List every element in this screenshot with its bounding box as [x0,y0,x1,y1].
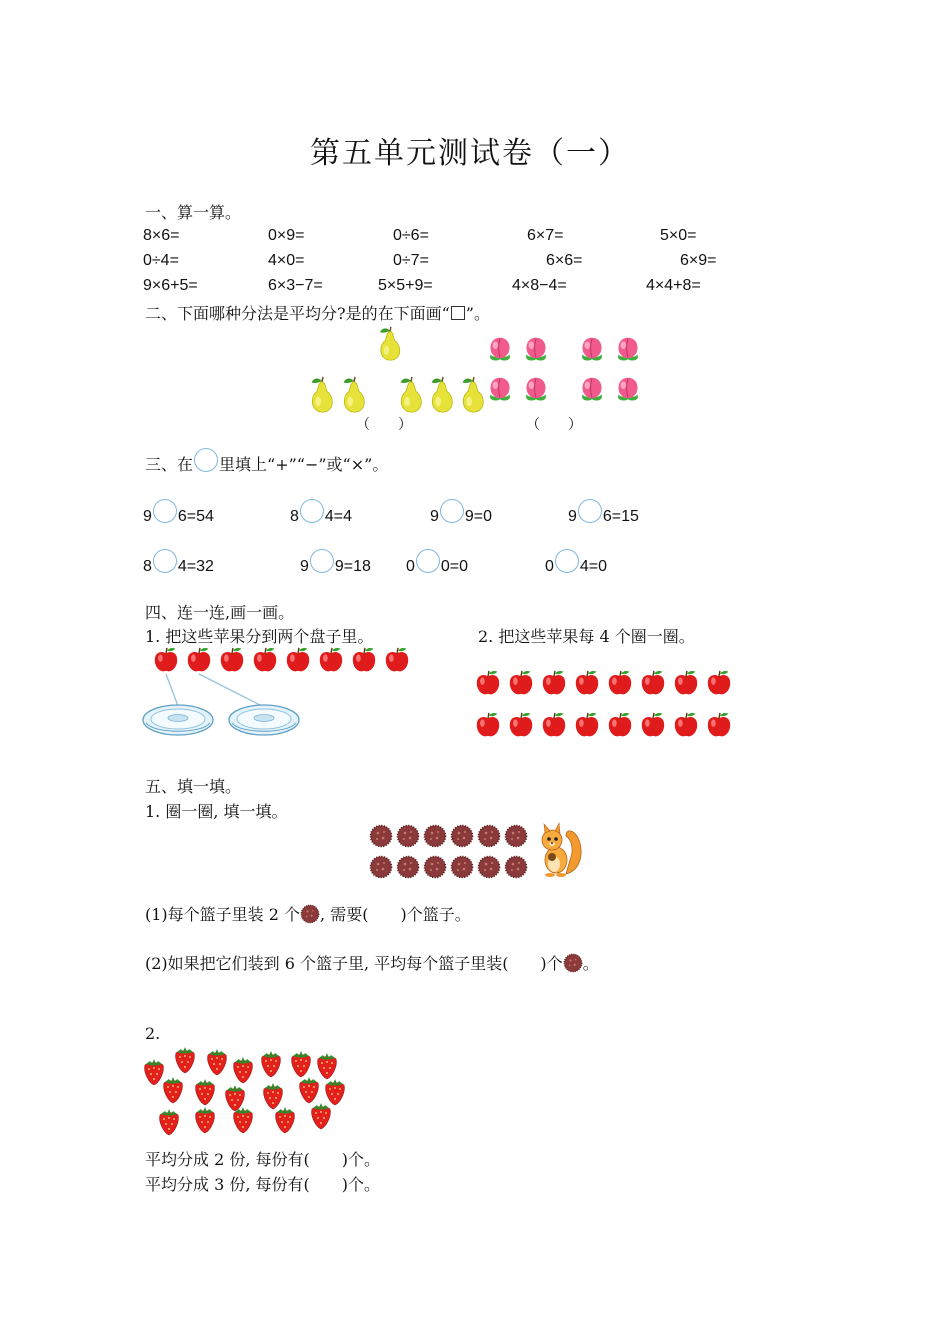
section-5-heading: 五、填一填。 [145,777,242,796]
chestnut-icon[interactable] [396,855,420,879]
apple-icon[interactable] [705,711,733,739]
apple-icon[interactable] [474,669,502,697]
calc-problem: 4×0= [268,252,305,269]
question-2: 2. [145,1024,161,1043]
operand: 9 [430,508,439,526]
operand: 4=0 [579,558,608,576]
fill-question-1 [145,902,471,925]
question-text: (2)如果把它们装到 6 个篮子里, 平均每个篮子里装( )个 [145,954,563,973]
plate-icon[interactable] [142,703,214,737]
chestnut-icon[interactable] [423,824,447,848]
apple-icon[interactable] [672,711,700,739]
apple-icon[interactable] [639,669,667,697]
operand: 0 [406,558,415,576]
question-1: 1. 圈一圈, 填一填。 [145,802,288,821]
chestnut-icon[interactable] [450,855,474,879]
apple-icon[interactable] [573,669,601,697]
fill-question-2 [145,951,599,974]
question-2: 2. 把这些苹果每 4 个圈一圈。 [478,627,695,646]
operand: 6=15 [602,508,639,526]
operand: 9 [143,508,152,526]
calc-problem: 6×3−7= [268,277,323,294]
apple-icon[interactable] [540,669,568,697]
operand: 9 [568,508,577,526]
operand: 4=4 [324,508,353,526]
chestnut-icon[interactable] [369,824,393,848]
operand: 9=0 [464,508,493,526]
answer-line-1: 平均分成 2 份, 每份有( )个。 [145,1150,381,1169]
heading-text: 三、在 [145,455,194,474]
strawberry-icon[interactable] [258,1048,284,1078]
operand: 6=54 [177,508,214,526]
operand: 9 [300,558,309,576]
strawberry-icon[interactable] [192,1076,218,1106]
operand: 8 [290,508,299,526]
calc-problem: 5×5+9= [378,277,433,294]
calc-problem: 0÷4= [143,252,179,269]
chestnut-icon[interactable] [504,824,528,848]
strawberry-icon[interactable] [272,1104,298,1134]
strawberry-icon[interactable] [172,1044,198,1074]
apple-icon[interactable] [507,669,535,697]
chestnut-icon[interactable] [477,855,501,879]
operand: 4=32 [177,558,214,576]
question-text: (1)每个篮子里装 2 个 [145,905,301,924]
strawberry-icon[interactable] [204,1046,230,1076]
apple-icon[interactable] [474,711,502,739]
calc-problem: 6×7= [527,227,564,244]
heading-text: ”。 [465,304,490,323]
calc-problem: 0÷7= [393,252,429,269]
apple-icon[interactable] [507,711,535,739]
section-1-heading: 一、算一算。 [145,203,242,222]
calc-problem: 8×6= [143,227,180,244]
plate-icon[interactable] [228,703,300,737]
apple-icon[interactable] [540,711,568,739]
calc-problem: 6×9= [680,252,717,269]
strawberry-icon[interactable] [156,1106,182,1136]
chestnut-icon[interactable] [477,824,501,848]
answer-paren[interactable]: （ ） [356,417,412,433]
apple-icon[interactable] [606,669,634,697]
strawberry-icon[interactable] [230,1104,256,1134]
question-text: , 需要( )个篮子。 [320,905,471,924]
heading-text: 里填上“+”“−”或“×”。 [219,455,389,474]
squirrel-icon [536,820,584,878]
question-text: 。 [582,954,599,973]
chestnut-icon [300,904,320,924]
strawberry-icon[interactable] [230,1054,256,1084]
strawberry-icon[interactable] [308,1100,334,1130]
answer-line-2: 平均分成 3 份, 每份有( )个。 [145,1175,381,1194]
strawberry-icon[interactable] [192,1104,218,1134]
calc-problem: 4×4+8= [646,277,701,294]
apple-icon[interactable] [639,711,667,739]
chestnut-icon [563,953,583,973]
apple-icon[interactable] [672,669,700,697]
apple-icon[interactable] [606,711,634,739]
operand: 0=0 [440,558,469,576]
page-title: 第五单元测试卷（一） [310,136,630,171]
operand: 8 [143,558,152,576]
heading-text: 二、下面哪种分法是平均分?是的在下面画“ [145,304,450,323]
question-1: 1. 把这些苹果分到两个盘子里。 [145,627,374,646]
chestnut-icon[interactable] [504,855,528,879]
chestnut-icon[interactable] [396,824,420,848]
calc-problem: 6×6= [546,252,583,269]
operand: 0 [545,558,554,576]
calc-problem: 5×0= [660,227,697,244]
calc-problem: 0×9= [268,227,305,244]
chestnut-icon[interactable] [450,824,474,848]
strawberry-icon[interactable] [160,1074,186,1104]
chestnut-icon[interactable] [369,855,393,879]
apple-icon[interactable] [705,669,733,697]
calc-problem: 9×6+5= [143,277,198,294]
section-4-heading: 四、连一连,画一画。 [145,603,295,622]
operand: 9=18 [334,558,371,576]
calc-problem: 0÷6= [393,227,429,244]
chestnut-icon[interactable] [423,855,447,879]
apple-icon[interactable] [573,711,601,739]
calc-problem: 4×8−4= [512,277,567,294]
answer-paren[interactable]: （ ） [526,417,582,433]
